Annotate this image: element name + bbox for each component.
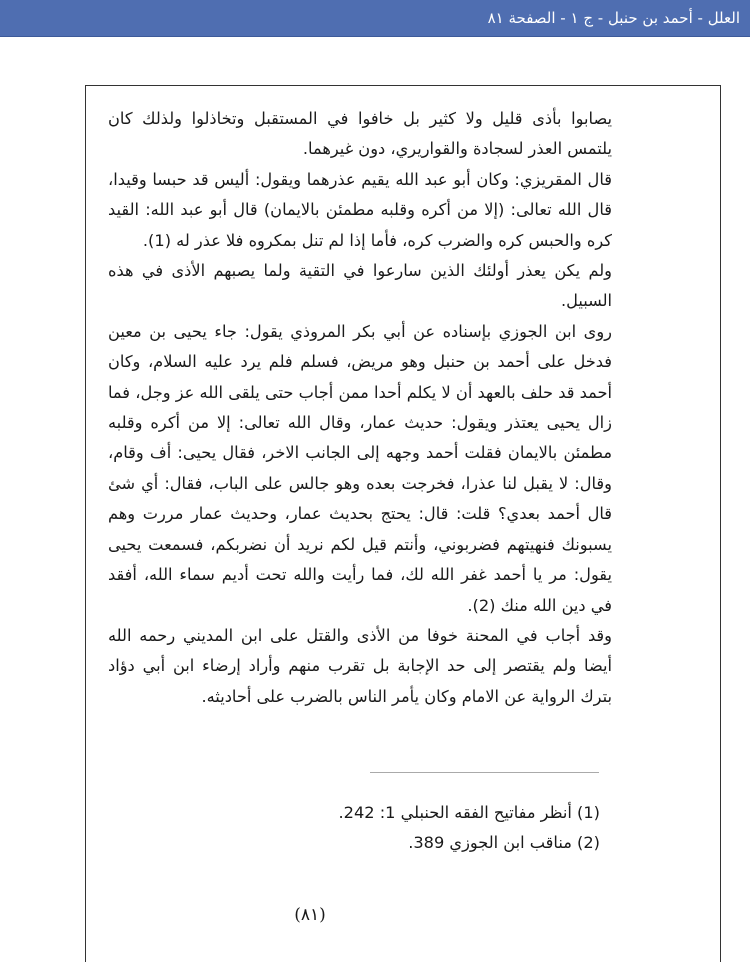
footnote: (1) أنظر مفاتيح الفقه الحنبلي 1: 242.	[338, 803, 600, 822]
footnote-divider	[370, 772, 599, 773]
footnote: (2) مناقب ابن الجوزي 389.	[408, 833, 600, 852]
page-number: (٨١)	[294, 905, 326, 925]
header-bar	[0, 0, 750, 37]
paragraph: ولم يكن يعذر أولئك الذين سارعوا في التقية ولما يصبهم الأذى في هذه السبيل.	[108, 261, 612, 311]
footnotes	[270, 798, 600, 858]
paragraph: قال المقريزي: وكان أبو عبد الله يقيم عذرهما ويقول: أليس قد حبسا وقيدا، قال الله تعالى: (إلا من أكره وقلبه مطمئن بالايمان) قال أبو عبد الله: القيد كره والحبس كره والضرب كره، فأما إذا لم تنل بمكروه فلا عذر له (1).	[108, 169, 612, 250]
header-title: العلل - أحمد بن حنبل - ج ١ - الصفحة ٨١	[487, 9, 740, 27]
paragraph: يصابوا بأذى قليل ولا كثير بل خافوا في المستقبل وتخاذلوا ولذلك كان يلتمس العذر لسجادة والقواريري، دون غيرهما.	[108, 109, 612, 159]
paragraph: روى ابن الجوزي بإسناده عن أبي بكر المروذي يقول: جاء يحيى بن معين فدخل على أحمد بن حنبل وهو مريض، فسلم فلم يرد عليه السلام، وكان أحمد قد حلف بالعهد أن لا يكلم أحدا ممن أجاب حتى يلقى الله عز وجل، فما زال يحيى يعتذر ويقول: حديث عمار، وقال الله تعالى: إلا من أكره وقلبه مطمئن بالايمان فقلت أحمد وجهه إلى الجانب الاخر، فقال يحيى: أف وقام، وقال: لا يقبل لنا عذرا، فخرجت بعده وهو جالس على الباب، فقال: أي شئ قال أحمد بعدي؟ قلت: قال: يحتج بحديث عمار، وحديث عمار مررت وهم يسبونك فنهيتهم فضربوني، وأنتم قيل لكم نريد أن نضربكم، فسمعت يحيى يقول: مر يا أحمد غفر الله لك، فما رأيت والله تحت أديم سماء الله، أفقد في دين الله منك (2).	[108, 321, 612, 615]
page-body	[108, 104, 612, 712]
paragraph: وقد أجاب في المحنة خوفا من الأذى والقتل على ابن المديني رحمه الله أيضا ولم يقتصر إلى حد الإجابة بل تقرب منهم وأراد إرضاء ابن أبي دؤاد بترك الرواية عن الامام وكان يأمر الناس بالضرب على أحاديثه.	[108, 625, 612, 706]
